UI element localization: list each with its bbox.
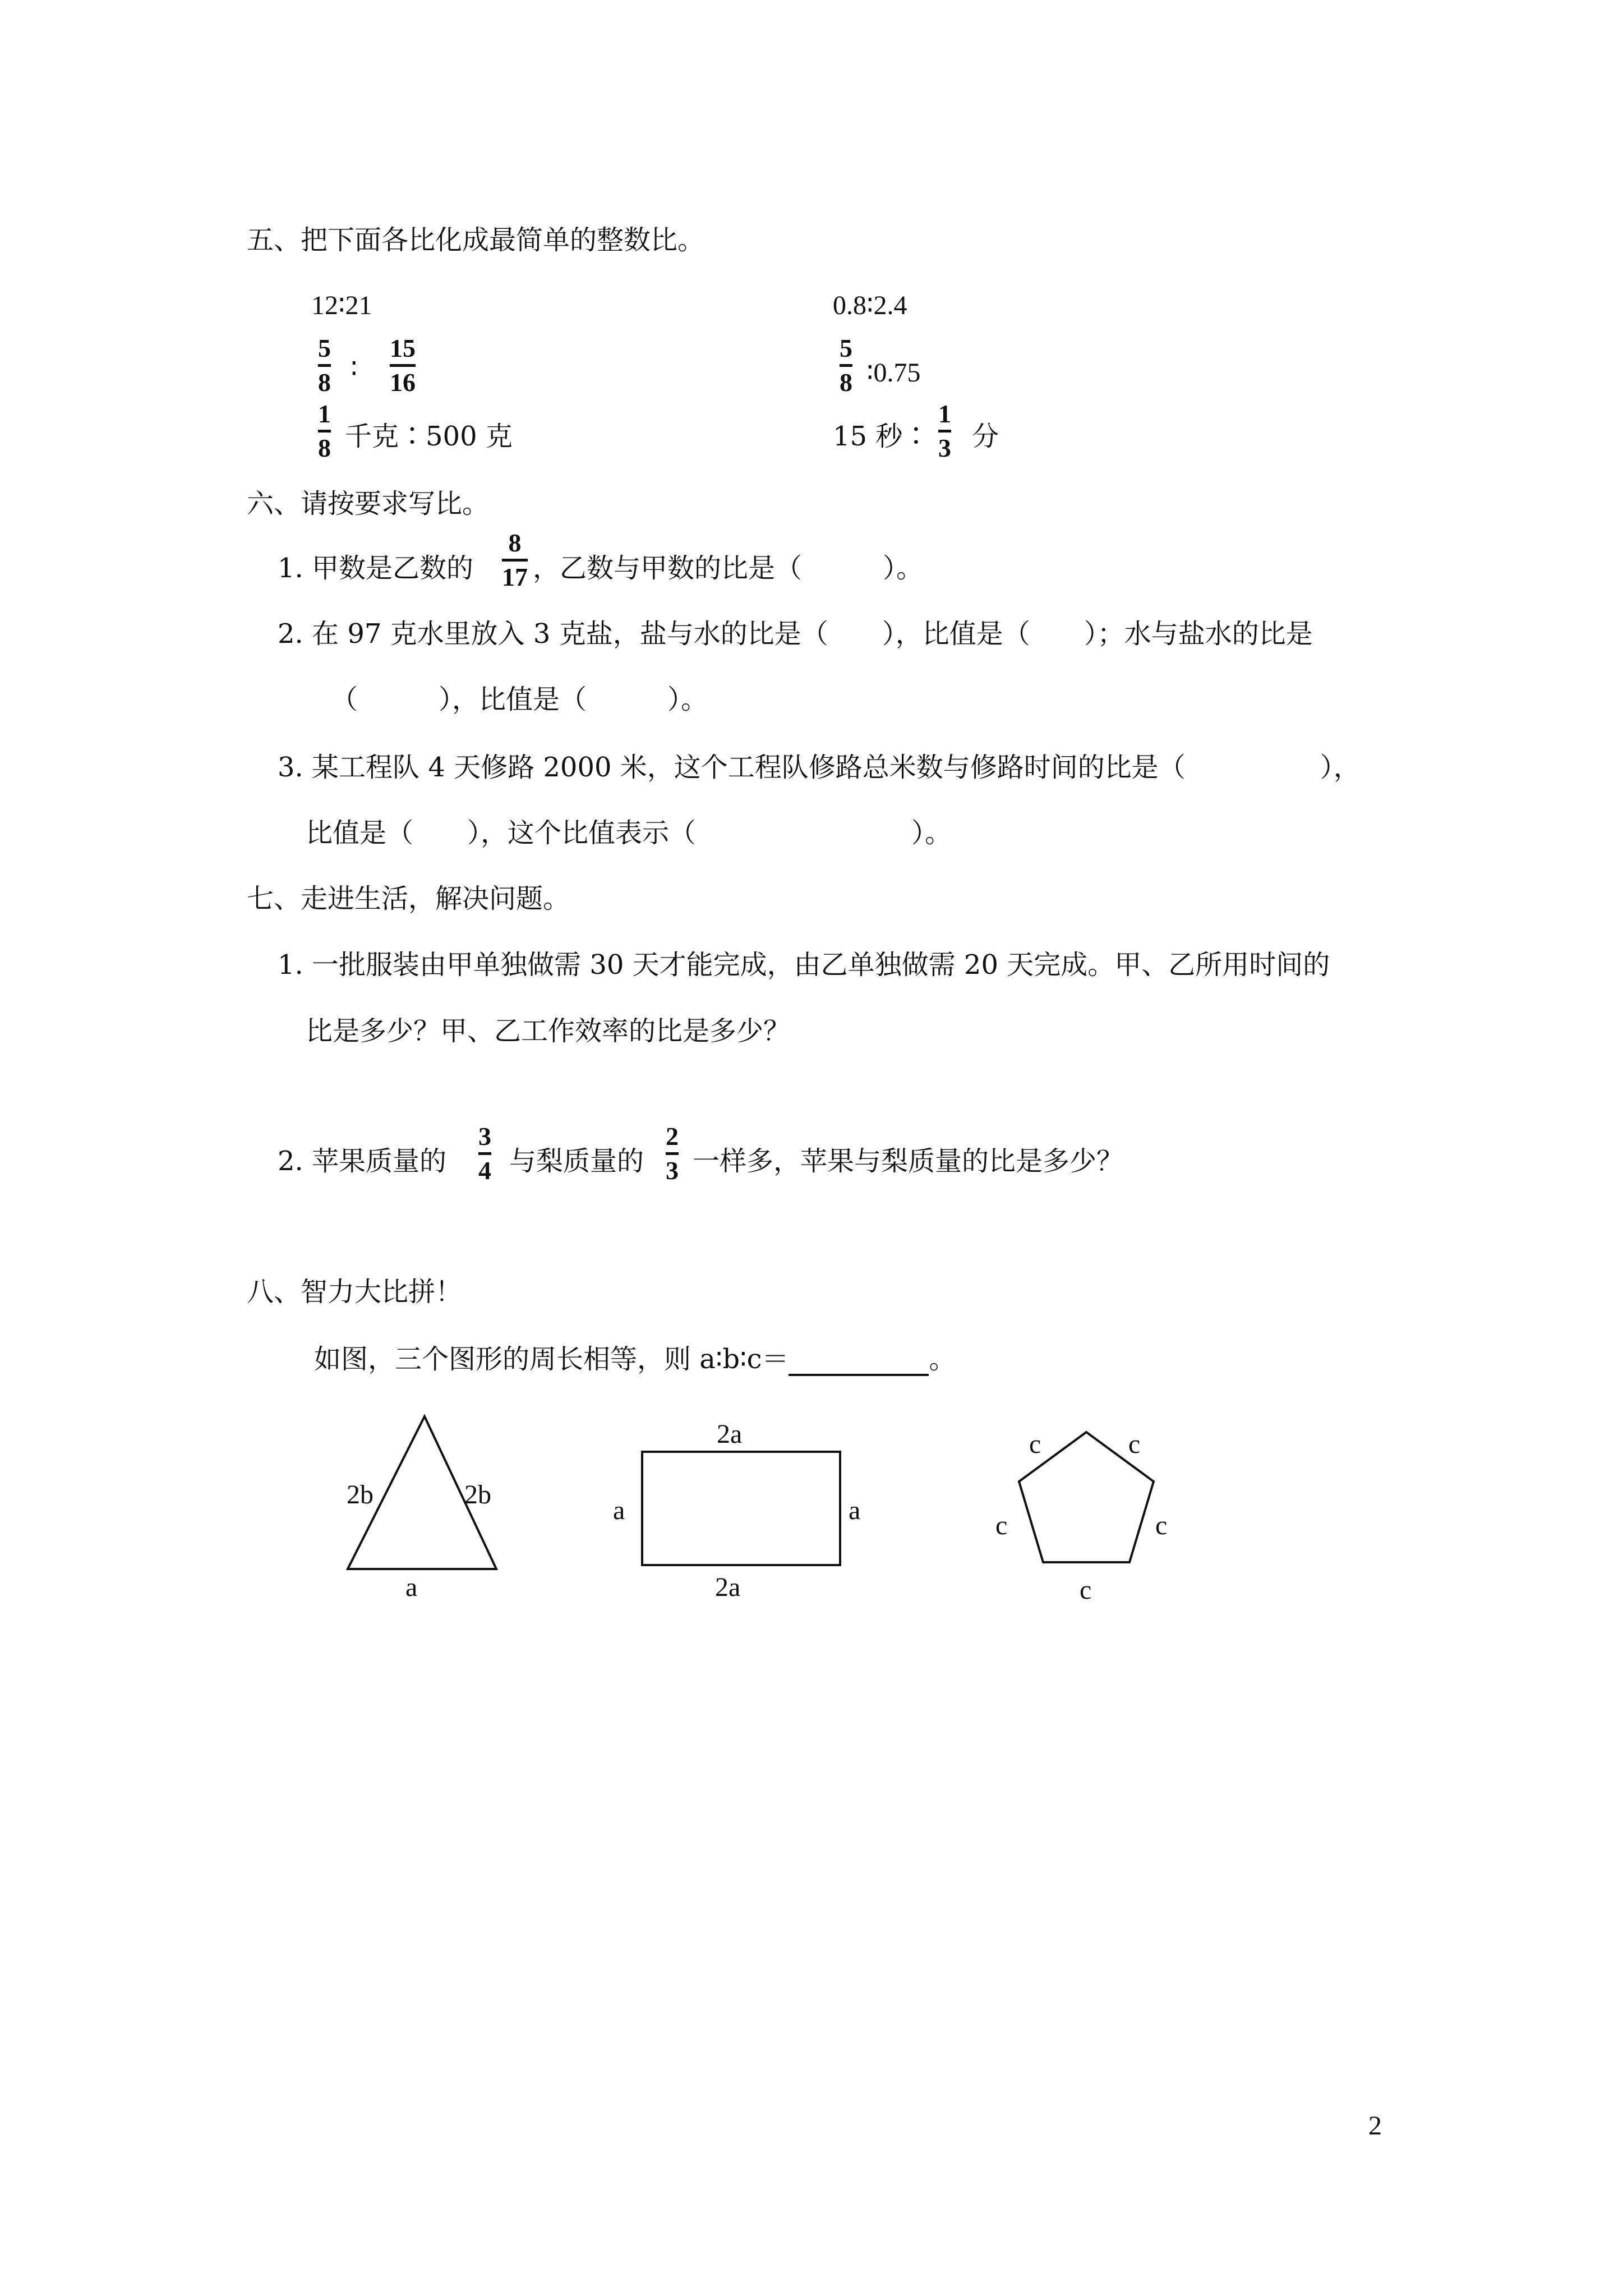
section5-heading: 五、把下面各比化成最简单的整数比。 [247,224,705,256]
denominator: 17 [502,563,528,591]
pentagon-side-label-1: c [1029,1429,1041,1459]
pentagon [995,1429,1167,1605]
ratio-12-21: 12∶21 [311,291,372,320]
numerator: 15 [390,334,416,362]
triangle-base-label: a [405,1572,418,1602]
rectangle-right-label: a [849,1496,861,1525]
section8-heading: 八、智力大比拼！ [247,1276,463,1308]
pentagon-side-label-4: c [1155,1511,1168,1540]
numerator: 2 [666,1122,679,1151]
rectangle-top-label: 2a [717,1419,743,1449]
triangle-left-label: 2b [347,1480,374,1510]
q2-pre: 2. 苹果质量的 [278,1145,447,1177]
numerator: 8 [508,528,522,557]
answer-blank [789,1349,929,1376]
triangle [347,1416,496,1602]
denominator: 8 [318,434,331,462]
denominator: 8 [318,368,331,397]
prompt-text: 如图，三个图形的周长相等，则 a∶b∶c＝ [314,1343,789,1375]
ratio-08-24: 0.8∶2.4 [833,291,907,320]
denominator: 16 [390,368,416,397]
ratio-rest: ∶0.75 [866,358,921,388]
numerator: 5 [840,334,852,362]
ratio-pre: 15 秒∶ [833,421,930,452]
section7-q1-line1: 1. 一批服装由甲单独做需 30 天才能完成，由乙单独做需 20 天完成。甲、乙所用时间的 [278,949,1330,981]
rectangle [613,1419,860,1602]
ratio-sep: ∶ [351,354,358,384]
numerator: 5 [318,334,331,362]
section7-q1-line2: 比是多少？甲、乙工作效率的比是多少？ [306,1015,791,1047]
numerator: 1 [318,399,331,428]
section6-heading: 六、请按要求写比。 [247,488,490,519]
denominator: 8 [840,368,852,397]
pentagon-side-label-2: c [1128,1429,1141,1459]
section6-q2-line1: 2. 在 97 克水里放入 3 克盐，盐与水的比是（ ），比值是（ ）；水与盐水的比是 [278,618,1313,650]
pentagon-side-label-3: c [995,1511,1008,1540]
section6-q3-line2: 比值是（ ），这个比值表示（ ）。 [306,817,952,849]
denominator: 3 [666,1156,679,1185]
numerator: 3 [478,1122,491,1151]
q1-pre: 1. 甲数是乙数的 [278,553,474,584]
section6-q3-line1: 3. 某工程队 4 天修路 2000 米，这个工程队修路总米数与修路时间的比是（ ）， [278,752,1361,783]
pentagon-side-label-5: c [1080,1575,1092,1605]
q2-mid: 与梨质量的 [509,1145,644,1177]
section6-q2-line2: （ ），比值是（ ）。 [331,684,708,715]
section8-prompt-line [314,1342,956,1376]
triangle-right-label: 2b [464,1480,491,1510]
numerator: 1 [938,399,951,428]
ratio-rest: 千克∶500 克 [345,421,513,452]
denominator: 4 [478,1156,491,1185]
denominator: 3 [938,434,951,462]
rectangle-left-label: a [613,1496,625,1525]
prompt-end: 。 [929,1343,956,1375]
section7-heading: 七、走进生活，解决问题。 [247,883,570,914]
ratio-post: 分 [972,421,999,452]
q1-post: ，乙数与甲数的比是（ ）。 [533,553,924,584]
q2-post: 一样多，苹果与梨质量的比是多少？ [693,1145,1124,1177]
page-number: 2 [1368,2111,1382,2141]
rectangle-bottom-label: 2a [715,1572,741,1602]
